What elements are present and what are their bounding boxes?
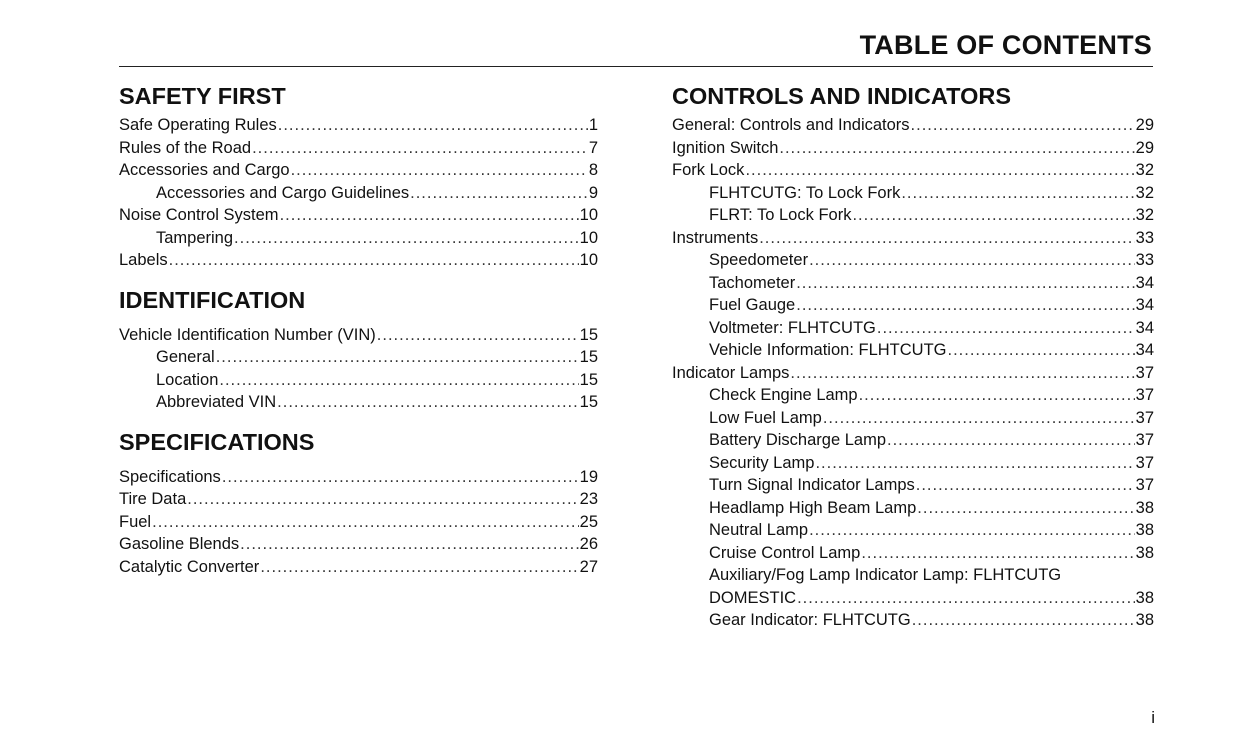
toc-subentry[interactable] xyxy=(672,251,1154,274)
toc-entry-title: Speedometer xyxy=(709,251,809,269)
toc-entry-title: Instruments xyxy=(672,228,759,247)
toc-entry-title: Fork Lock xyxy=(672,161,745,179)
toc-entry-page: 19 xyxy=(579,467,598,486)
toc-entry-page: 10 xyxy=(579,206,598,224)
toc-entry-title: General xyxy=(156,348,215,366)
toc-entry-page: 15 xyxy=(579,325,598,344)
toc-subentry[interactable] xyxy=(672,544,1154,567)
toc-entry-page: 7 xyxy=(588,138,598,157)
toc-entry-title: Tire Data xyxy=(119,490,187,508)
toc-entry[interactable] xyxy=(119,468,598,491)
toc-entry-page: 38 xyxy=(1135,521,1154,539)
toc-entry-page: 8 xyxy=(588,161,598,179)
leader-dots xyxy=(948,341,1135,360)
leader-dots xyxy=(252,139,588,158)
toc-entry-page: 38 xyxy=(1135,611,1154,629)
leader-dots xyxy=(852,206,1134,225)
toc-entry-title-continued: DOMESTIC xyxy=(709,588,797,607)
toc-entry-title: Security Lamp xyxy=(709,453,815,472)
toc-entry-title: Turn Signal Indicator Lamps xyxy=(709,476,915,494)
leader-dots xyxy=(796,296,1134,315)
toc-entry-page: 1 xyxy=(588,116,598,134)
toc-entry-title: Catalytic Converter xyxy=(119,557,260,576)
left-column xyxy=(119,80,598,580)
toc-entry-title: Check Engine Lamp xyxy=(709,386,858,404)
toc-subentry[interactable] xyxy=(672,296,1154,319)
toc-entry-title: Abbreviated VIN xyxy=(156,393,277,411)
right-column xyxy=(672,80,1154,634)
toc-entry-page: 37 xyxy=(1135,408,1154,427)
leader-dots xyxy=(216,348,579,367)
page-number: i xyxy=(1151,708,1155,727)
section-heading-safety-first: SAFETY FIRST xyxy=(119,83,286,109)
toc-entry-title: FLHTCUTG: To Lock Fork xyxy=(709,183,901,202)
leader-dots xyxy=(823,409,1135,428)
leader-dots xyxy=(219,371,578,390)
toc-subentry[interactable] xyxy=(672,274,1154,297)
toc-subentry[interactable] xyxy=(672,341,1154,364)
toc-list-safety-first xyxy=(119,116,598,274)
toc-entry-page: 32 xyxy=(1135,161,1154,179)
toc-entry[interactable] xyxy=(119,326,598,349)
toc-entry-title: Auxiliary/Fog Lamp Indicator Lamp: FLHTCUTG xyxy=(709,566,1062,584)
toc-entry-page: 9 xyxy=(588,183,598,202)
toc-entry-page: 32 xyxy=(1135,183,1154,202)
leader-dots xyxy=(240,535,578,554)
toc-entry-title: Tampering xyxy=(156,228,234,247)
toc-entry[interactable] xyxy=(119,535,598,558)
toc-entry-page: 15 xyxy=(579,370,598,389)
toc-subentry[interactable] xyxy=(119,348,598,371)
toc-entry-page: 38 xyxy=(1135,498,1154,517)
toc-entry-page: 37 xyxy=(1135,431,1154,449)
section-heading-specifications: SPECIFICATIONS xyxy=(119,428,315,455)
toc-entry-title: Neutral Lamp xyxy=(709,521,809,539)
toc-entry-page: 29 xyxy=(1135,138,1154,157)
toc-subentry[interactable] xyxy=(119,229,598,252)
toc-subentry[interactable] xyxy=(672,184,1154,207)
toc-entry-title: General: Controls and Indicators xyxy=(672,116,910,134)
toc-entry[interactable] xyxy=(119,206,598,229)
toc-entry-page: 34 xyxy=(1135,296,1154,314)
leader-dots xyxy=(280,206,579,225)
toc-entry-page: 38 xyxy=(1135,543,1154,562)
leader-dots xyxy=(911,116,1135,135)
toc-entry[interactable] xyxy=(119,116,598,139)
toc-entry-title: Low Fuel Lamp xyxy=(709,408,822,427)
toc-entry-page: 33 xyxy=(1135,228,1154,247)
leader-dots xyxy=(809,521,1135,540)
toc-entry[interactable] xyxy=(672,116,1154,139)
toc-entry-title: Battery Discharge Lamp xyxy=(709,431,886,449)
toc-entry-title: Noise Control System xyxy=(119,206,279,224)
page-title: TABLE OF CONTENTS xyxy=(859,30,1152,60)
leader-dots xyxy=(234,229,579,248)
toc-entry-title: Accessories and Cargo Guidelines xyxy=(156,183,410,202)
toc-entry-page: 26 xyxy=(579,535,598,553)
toc-subentry[interactable] xyxy=(672,431,1154,454)
leader-dots xyxy=(912,611,1135,630)
leader-dots xyxy=(277,393,578,412)
toc-entry[interactable] xyxy=(119,161,598,184)
toc-entry-title: FLRT: To Lock Fork xyxy=(709,206,852,224)
toc-entry[interactable] xyxy=(119,139,598,162)
toc-subentry[interactable] xyxy=(672,206,1154,229)
toc-entry-page: 38 xyxy=(1135,588,1154,607)
leader-dots xyxy=(169,251,579,270)
toc-list-specifications xyxy=(119,468,598,581)
leader-dots xyxy=(377,326,579,345)
toc-entry-title: Labels xyxy=(119,251,168,269)
toc-subentry[interactable] xyxy=(119,393,598,416)
toc-entry-page: 37 xyxy=(1135,363,1154,382)
toc-entry-title: Gear Indicator: FLHTCUTG xyxy=(709,611,911,629)
toc-entry-title: Fuel xyxy=(119,512,152,531)
toc-entry-title: Ignition Switch xyxy=(672,138,779,157)
leader-dots xyxy=(222,468,579,487)
leader-dots xyxy=(917,499,1134,518)
toc-entry-page: 32 xyxy=(1135,206,1154,224)
toc-subentry-wrapped-second-line[interactable] xyxy=(672,589,1154,612)
toc-entry-page: 34 xyxy=(1135,273,1154,292)
toc-entry[interactable] xyxy=(119,251,598,274)
toc-subentry[interactable] xyxy=(119,184,598,207)
leader-dots xyxy=(790,364,1134,383)
leader-dots xyxy=(260,558,578,577)
toc-entry-page: 37 xyxy=(1135,453,1154,472)
leader-dots xyxy=(861,544,1134,563)
leader-dots xyxy=(152,513,579,532)
toc-entry-page: 25 xyxy=(579,512,598,531)
leader-dots xyxy=(796,274,1134,293)
toc-entry[interactable] xyxy=(672,139,1154,162)
toc-entry-page: 10 xyxy=(579,251,598,269)
toc-entry-page: 29 xyxy=(1135,116,1154,134)
toc-entry-title: Vehicle Information: FLHTCUTG xyxy=(709,341,947,359)
leader-dots xyxy=(291,161,588,180)
toc-entry[interactable] xyxy=(672,161,1154,184)
toc-list-identification xyxy=(119,326,598,416)
toc-entry-title: Accessories and Cargo xyxy=(119,161,290,179)
toc-entry-page: 34 xyxy=(1135,318,1154,337)
toc-entry-page: 10 xyxy=(579,228,598,247)
toc-subentry[interactable] xyxy=(672,454,1154,477)
toc-entry-page: 33 xyxy=(1135,251,1154,269)
toc-entry-page: 15 xyxy=(579,393,598,411)
toc-entry-title: Vehicle Identification Number (VIN) xyxy=(119,325,376,344)
toc-entry[interactable] xyxy=(672,364,1154,387)
toc-subentry[interactable] xyxy=(672,521,1154,544)
toc-subentry[interactable] xyxy=(672,611,1154,634)
toc-subentry-wrapped-first-line[interactable] xyxy=(672,566,1154,589)
toc-entry[interactable] xyxy=(119,558,598,581)
toc-entry-title: Cruise Control Lamp xyxy=(709,543,861,562)
leader-dots xyxy=(901,184,1134,203)
leader-dots xyxy=(410,184,588,203)
leader-dots xyxy=(759,229,1134,248)
toc-subentry[interactable] xyxy=(672,409,1154,432)
toc-entry-page: 27 xyxy=(579,557,598,576)
toc-subentry[interactable] xyxy=(119,371,598,394)
toc-subentry[interactable] xyxy=(672,499,1154,522)
toc-entry-page: 34 xyxy=(1135,341,1154,359)
toc-entry-title: Indicator Lamps xyxy=(672,363,790,382)
leader-dots xyxy=(809,251,1135,270)
leader-dots xyxy=(859,386,1135,405)
leader-dots xyxy=(278,116,588,135)
toc-entry[interactable] xyxy=(119,513,598,536)
toc-entry[interactable] xyxy=(119,490,598,513)
leader-dots xyxy=(745,161,1134,180)
toc-entry-title: Rules of the Road xyxy=(119,138,252,157)
toc-entry-page: 23 xyxy=(579,490,598,508)
leader-dots xyxy=(815,454,1134,473)
toc-entry-title: Fuel Gauge xyxy=(709,296,796,314)
leader-dots xyxy=(916,476,1135,495)
toc-entry-title: Tachometer xyxy=(709,273,796,292)
leader-dots xyxy=(887,431,1135,450)
toc-entry-page: 37 xyxy=(1135,386,1154,404)
leader-dots xyxy=(797,589,1135,608)
toc-entry-page: 15 xyxy=(579,348,598,366)
toc-entry-title: Headlamp High Beam Lamp xyxy=(709,498,917,517)
leader-dots xyxy=(877,319,1135,338)
toc-entry-title: Location xyxy=(156,370,219,389)
toc-entry-title: Gasoline Blends xyxy=(119,535,240,553)
toc-entry-title: Voltmeter: FLHTCUTG xyxy=(709,318,876,337)
section-heading-identification: IDENTIFICATION xyxy=(119,286,306,313)
toc-list-controls-and-indicators xyxy=(672,116,1154,634)
toc-subentry[interactable] xyxy=(672,386,1154,409)
toc-subentry[interactable] xyxy=(672,319,1154,342)
toc-entry-page: 37 xyxy=(1135,476,1154,494)
toc-entry-title: Specifications xyxy=(119,467,221,486)
leader-dots xyxy=(779,139,1134,158)
toc-subentry[interactable] xyxy=(672,476,1154,499)
toc-entry[interactable] xyxy=(672,229,1154,252)
header-rule xyxy=(119,66,1153,67)
leader-dots xyxy=(187,490,578,509)
toc-entry-title: Safe Operating Rules xyxy=(119,116,277,134)
section-heading-controls-and-indicators: CONTROLS AND INDICATORS xyxy=(672,83,1012,109)
